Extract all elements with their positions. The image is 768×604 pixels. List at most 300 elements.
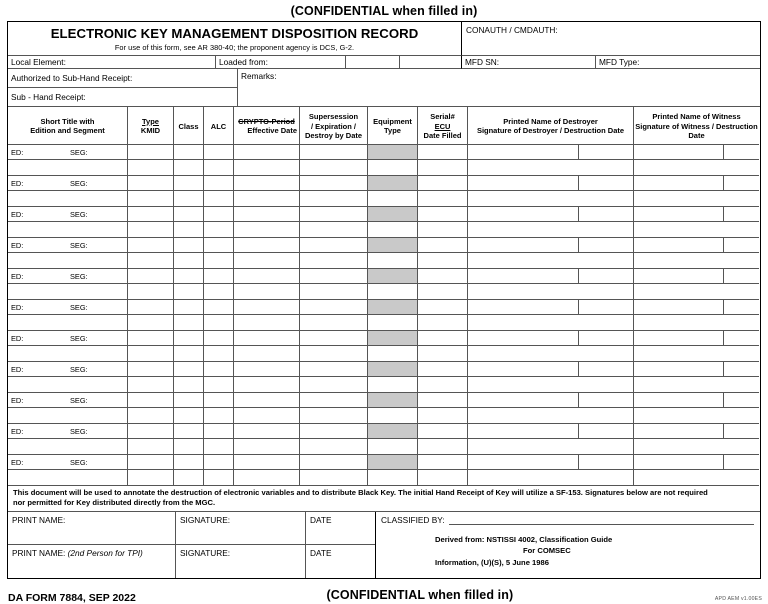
cell-class-line2[interactable]: [174, 315, 203, 331]
cell-class[interactable]: [174, 362, 204, 393]
cell-alc[interactable]: [204, 331, 234, 362]
cell-witness-line1[interactable]: [634, 331, 759, 347]
cell-destroyer[interactable]: [468, 424, 634, 455]
cell-crypto_period[interactable]: [234, 207, 300, 238]
cell-witness-line1[interactable]: [634, 145, 759, 161]
cell-witness-line2[interactable]: [634, 346, 759, 362]
cell-equipment_type-line1[interactable]: [368, 176, 417, 192]
cell-crypto_period-line1[interactable]: [234, 424, 299, 440]
cell-crypto_period-line1[interactable]: [234, 176, 299, 192]
cell-serial_ecu-line2[interactable]: [418, 284, 467, 300]
cell-supersession[interactable]: [300, 393, 368, 424]
cell-type_kmid[interactable]: [128, 238, 174, 269]
cell-serial_ecu-line2[interactable]: [418, 470, 467, 486]
cell-serial_ecu-line1[interactable]: [418, 331, 467, 347]
cell-witness-line1[interactable]: [634, 455, 759, 471]
cell-alc[interactable]: [204, 145, 234, 176]
cell-alc[interactable]: [204, 424, 234, 455]
cell-supersession-line2[interactable]: [300, 222, 367, 238]
cell-short_title[interactable]: [8, 455, 128, 486]
cell-equipment_type-line1[interactable]: [368, 455, 417, 471]
cell-type_kmid-line2[interactable]: [128, 253, 173, 269]
cell-crypto_period-line1[interactable]: [234, 269, 299, 285]
cell-equipment_type[interactable]: [368, 300, 418, 331]
cell-witness-line2[interactable]: [634, 470, 759, 486]
cell-crypto_period[interactable]: [234, 424, 300, 455]
cell-supersession-line1[interactable]: [300, 455, 367, 471]
cell-alc-line1[interactable]: [204, 362, 233, 378]
cell-type_kmid-line2[interactable]: [128, 160, 173, 176]
cell-short_title-line1[interactable]: [8, 424, 127, 440]
cell-crypto_period-line2[interactable]: [234, 284, 299, 300]
cell-equipment_type[interactable]: [368, 424, 418, 455]
loaded-from-field[interactable]: [216, 56, 346, 69]
cell-type_kmid-line2[interactable]: [128, 470, 173, 486]
cell-supersession-line2[interactable]: [300, 160, 367, 176]
cell-class-line2[interactable]: [174, 408, 203, 424]
cell-witness-line2[interactable]: [634, 408, 759, 424]
cell-class-line2[interactable]: [174, 439, 203, 455]
cell-class-line1[interactable]: [174, 207, 203, 223]
cell-serial_ecu[interactable]: [418, 393, 468, 424]
cell-equipment_type-line2[interactable]: [368, 470, 417, 486]
cell-destroyer-line1[interactable]: [468, 176, 633, 192]
cell-short_title[interactable]: [8, 176, 128, 207]
cell-witness[interactable]: [634, 362, 759, 393]
cell-destroyer-line2[interactable]: [468, 284, 633, 300]
cell-class-line1[interactable]: [174, 424, 203, 440]
cell-type_kmid-line1[interactable]: [128, 238, 173, 254]
cell-crypto_period[interactable]: [234, 145, 300, 176]
cell-witness-line1[interactable]: [634, 300, 759, 316]
cell-class-line2[interactable]: [174, 377, 203, 393]
cell-supersession[interactable]: [300, 424, 368, 455]
cell-crypto_period-line2[interactable]: [234, 408, 299, 424]
cell-crypto_period[interactable]: [234, 393, 300, 424]
cell-destroyer-line2[interactable]: [468, 408, 633, 424]
cell-witness-line1[interactable]: [634, 238, 759, 254]
cell-crypto_period-line2[interactable]: [234, 470, 299, 486]
cell-class[interactable]: [174, 269, 204, 300]
cell-destroyer-line2[interactable]: [468, 253, 633, 269]
cell-serial_ecu-line1[interactable]: [418, 300, 467, 316]
cell-supersession-line2[interactable]: [300, 377, 367, 393]
cell-supersession-line1[interactable]: [300, 269, 367, 285]
cell-serial_ecu[interactable]: [418, 424, 468, 455]
cell-equipment_type[interactable]: [368, 331, 418, 362]
cell-alc-line1[interactable]: [204, 455, 233, 471]
cell-witness-line1[interactable]: [634, 269, 759, 285]
cell-witness[interactable]: [634, 455, 759, 486]
cell-short_title-line1[interactable]: [8, 269, 127, 285]
cell-short_title-line1[interactable]: [8, 331, 127, 347]
mfd-sn-field[interactable]: [462, 56, 596, 69]
cell-class-line1[interactable]: [174, 362, 203, 378]
cell-destroyer-line1[interactable]: [468, 269, 633, 285]
cell-supersession[interactable]: [300, 238, 368, 269]
cell-serial_ecu-line1[interactable]: [418, 269, 467, 285]
cell-class-line2[interactable]: [174, 222, 203, 238]
signature-field-2[interactable]: [176, 545, 306, 578]
cell-short_title-line1[interactable]: [8, 238, 127, 254]
cell-supersession-line2[interactable]: [300, 315, 367, 331]
classified-by-input[interactable]: [449, 516, 754, 525]
cell-witness-line1[interactable]: [634, 424, 759, 440]
cell-short_title-line2[interactable]: [8, 191, 127, 207]
cell-class-line2[interactable]: [174, 346, 203, 362]
cell-serial_ecu-line2[interactable]: [418, 253, 467, 269]
cell-equipment_type-line1[interactable]: [368, 393, 417, 409]
cell-equipment_type[interactable]: [368, 207, 418, 238]
cell-crypto_period-line2[interactable]: [234, 346, 299, 362]
cell-class-line1[interactable]: [174, 176, 203, 192]
cell-short_title-line2[interactable]: [8, 222, 127, 238]
cell-type_kmid-line1[interactable]: [128, 269, 173, 285]
cell-alc-line2[interactable]: [204, 408, 233, 424]
cell-destroyer-line2[interactable]: [468, 160, 633, 176]
cell-type_kmid-line1[interactable]: [128, 455, 173, 471]
cell-serial_ecu-line1[interactable]: [418, 424, 467, 440]
cell-supersession-line1[interactable]: [300, 393, 367, 409]
cell-serial_ecu-line2[interactable]: [418, 160, 467, 176]
cell-short_title[interactable]: [8, 269, 128, 300]
cell-destroyer[interactable]: [468, 176, 634, 207]
cell-supersession[interactable]: [300, 207, 368, 238]
cell-destroyer-line1[interactable]: [468, 424, 633, 440]
cell-serial_ecu-line1[interactable]: [418, 176, 467, 192]
cell-alc-line2[interactable]: [204, 253, 233, 269]
cell-equipment_type-line1[interactable]: [368, 300, 417, 316]
cell-supersession-line2[interactable]: [300, 253, 367, 269]
cell-destroyer-line1[interactable]: [468, 455, 633, 471]
cell-equipment_type-line1[interactable]: [368, 207, 417, 223]
date-field-1[interactable]: [306, 512, 375, 544]
cell-destroyer[interactable]: [468, 207, 634, 238]
cell-destroyer[interactable]: [468, 300, 634, 331]
cell-destroyer-line1[interactable]: [468, 362, 633, 378]
cell-supersession-line2[interactable]: [300, 191, 367, 207]
cell-type_kmid-line2[interactable]: [128, 222, 173, 238]
cell-equipment_type-line2[interactable]: [368, 160, 417, 176]
cell-class-line2[interactable]: [174, 191, 203, 207]
cell-crypto_period-line2[interactable]: [234, 160, 299, 176]
cell-short_title-line2[interactable]: [8, 253, 127, 269]
cell-equipment_type-line2[interactable]: [368, 191, 417, 207]
cell-supersession-line1[interactable]: [300, 300, 367, 316]
cell-equipment_type[interactable]: [368, 393, 418, 424]
cell-short_title-line1[interactable]: [8, 455, 127, 471]
cell-serial_ecu[interactable]: [418, 362, 468, 393]
cell-supersession[interactable]: [300, 300, 368, 331]
cell-witness[interactable]: [634, 331, 759, 362]
cell-type_kmid-line2[interactable]: [128, 439, 173, 455]
cell-equipment_type[interactable]: [368, 269, 418, 300]
cell-type_kmid-line2[interactable]: [128, 315, 173, 331]
cell-equipment_type-line1[interactable]: [368, 145, 417, 161]
cell-destroyer-line2[interactable]: [468, 346, 633, 362]
cell-class-line2[interactable]: [174, 470, 203, 486]
cell-type_kmid[interactable]: [128, 176, 174, 207]
cell-short_title-line2[interactable]: [8, 284, 127, 300]
cell-witness-line2[interactable]: [634, 284, 759, 300]
cell-short_title-line2[interactable]: [8, 439, 127, 455]
cell-destroyer-line2[interactable]: [468, 439, 633, 455]
cell-type_kmid[interactable]: [128, 269, 174, 300]
cell-crypto_period[interactable]: [234, 331, 300, 362]
cell-alc-line2[interactable]: [204, 160, 233, 176]
cell-class[interactable]: [174, 176, 204, 207]
cell-serial_ecu[interactable]: [418, 145, 468, 176]
cell-short_title[interactable]: [8, 393, 128, 424]
cell-supersession-line1[interactable]: [300, 207, 367, 223]
cell-short_title[interactable]: [8, 362, 128, 393]
cell-type_kmid-line1[interactable]: [128, 145, 173, 161]
cell-alc-line1[interactable]: [204, 176, 233, 192]
cell-crypto_period[interactable]: [234, 269, 300, 300]
cell-destroyer-line1[interactable]: [468, 393, 633, 409]
cell-destroyer-line2[interactable]: [468, 222, 633, 238]
cell-destroyer-line1[interactable]: [468, 207, 633, 223]
cell-witness-line2[interactable]: [634, 191, 759, 207]
cell-short_title-line1[interactable]: [8, 300, 127, 316]
cell-supersession[interactable]: [300, 331, 368, 362]
cell-alc-line1[interactable]: [204, 207, 233, 223]
cell-serial_ecu[interactable]: [418, 238, 468, 269]
cell-class-line1[interactable]: [174, 393, 203, 409]
cell-serial_ecu[interactable]: [418, 176, 468, 207]
cell-type_kmid-line1[interactable]: [128, 424, 173, 440]
cell-serial_ecu-line1[interactable]: [418, 145, 467, 161]
cell-destroyer[interactable]: [468, 331, 634, 362]
cell-serial_ecu-line2[interactable]: [418, 439, 467, 455]
cell-equipment_type[interactable]: [368, 238, 418, 269]
cell-class-line1[interactable]: [174, 269, 203, 285]
cell-type_kmid-line2[interactable]: [128, 191, 173, 207]
cell-equipment_type[interactable]: [368, 176, 418, 207]
cell-crypto_period-line2[interactable]: [234, 439, 299, 455]
cell-type_kmid-line2[interactable]: [128, 346, 173, 362]
cell-crypto_period-line1[interactable]: [234, 207, 299, 223]
cell-alc-line2[interactable]: [204, 222, 233, 238]
cell-serial_ecu-line1[interactable]: [418, 238, 467, 254]
cell-witness-line2[interactable]: [634, 377, 759, 393]
cell-witness-line2[interactable]: [634, 160, 759, 176]
cell-alc[interactable]: [204, 455, 234, 486]
cell-crypto_period-line1[interactable]: [234, 238, 299, 254]
cell-alc[interactable]: [204, 393, 234, 424]
cell-witness-line2[interactable]: [634, 253, 759, 269]
cell-type_kmid-line2[interactable]: [128, 284, 173, 300]
cell-short_title[interactable]: [8, 331, 128, 362]
cell-short_title-line2[interactable]: [8, 377, 127, 393]
cell-equipment_type-line2[interactable]: [368, 439, 417, 455]
cell-alc-line2[interactable]: [204, 284, 233, 300]
cell-supersession-line2[interactable]: [300, 439, 367, 455]
cell-crypto_period-line2[interactable]: [234, 315, 299, 331]
cell-alc-line2[interactable]: [204, 346, 233, 362]
print-name-field-2[interactable]: [8, 545, 176, 578]
cell-equipment_type-line1[interactable]: [368, 362, 417, 378]
print-name-field-1[interactable]: [8, 512, 176, 544]
cell-equipment_type-line2[interactable]: [368, 377, 417, 393]
cell-class-line1[interactable]: [174, 238, 203, 254]
cell-equipment_type-line1[interactable]: [368, 269, 417, 285]
cell-serial_ecu-line2[interactable]: [418, 191, 467, 207]
cell-witness[interactable]: [634, 300, 759, 331]
cell-witness[interactable]: [634, 424, 759, 455]
conauth-cmdauth-field[interactable]: [462, 22, 760, 56]
cell-short_title[interactable]: [8, 207, 128, 238]
cell-equipment_type[interactable]: [368, 455, 418, 486]
cell-witness[interactable]: [634, 238, 759, 269]
cell-serial_ecu-line2[interactable]: [418, 222, 467, 238]
cell-short_title-line2[interactable]: [8, 408, 127, 424]
cell-class-line2[interactable]: [174, 284, 203, 300]
cell-short_title-line2[interactable]: [8, 160, 127, 176]
cell-alc-line2[interactable]: [204, 377, 233, 393]
cell-serial_ecu-line2[interactable]: [418, 315, 467, 331]
cell-supersession[interactable]: [300, 455, 368, 486]
cell-crypto_period[interactable]: [234, 176, 300, 207]
cell-destroyer[interactable]: [468, 269, 634, 300]
cell-class[interactable]: [174, 300, 204, 331]
cell-serial_ecu-line2[interactable]: [418, 346, 467, 362]
cell-serial_ecu[interactable]: [418, 207, 468, 238]
cell-equipment_type-line2[interactable]: [368, 408, 417, 424]
cell-witness[interactable]: [634, 145, 759, 176]
cell-type_kmid[interactable]: [128, 424, 174, 455]
cell-crypto_period-line1[interactable]: [234, 455, 299, 471]
cell-witness-line2[interactable]: [634, 439, 759, 455]
cell-crypto_period-line1[interactable]: [234, 145, 299, 161]
cell-destroyer-line1[interactable]: [468, 238, 633, 254]
cell-supersession-line2[interactable]: [300, 346, 367, 362]
cell-crypto_period-line2[interactable]: [234, 253, 299, 269]
cell-class[interactable]: [174, 424, 204, 455]
cell-serial_ecu-line2[interactable]: [418, 408, 467, 424]
cell-equipment_type[interactable]: [368, 362, 418, 393]
cell-short_title-line1[interactable]: [8, 207, 127, 223]
cell-equipment_type-line1[interactable]: [368, 238, 417, 254]
cell-serial_ecu[interactable]: [418, 455, 468, 486]
cell-short_title[interactable]: [8, 238, 128, 269]
cell-witness[interactable]: [634, 269, 759, 300]
cell-serial_ecu-line1[interactable]: [418, 207, 467, 223]
cell-short_title-line1[interactable]: [8, 176, 127, 192]
cell-alc-line1[interactable]: [204, 269, 233, 285]
cell-alc[interactable]: [204, 300, 234, 331]
cell-supersession-line1[interactable]: [300, 362, 367, 378]
cell-witness-line1[interactable]: [634, 207, 759, 223]
cell-short_title-line2[interactable]: [8, 315, 127, 331]
cell-equipment_type-line2[interactable]: [368, 315, 417, 331]
authorized-sub-hand-receipt-field[interactable]: [8, 69, 237, 88]
cell-alc[interactable]: [204, 176, 234, 207]
cell-supersession[interactable]: [300, 362, 368, 393]
cell-crypto_period-line2[interactable]: [234, 191, 299, 207]
cell-supersession-line1[interactable]: [300, 331, 367, 347]
cell-alc-line1[interactable]: [204, 238, 233, 254]
cell-witness-line1[interactable]: [634, 176, 759, 192]
cell-type_kmid-line1[interactable]: [128, 300, 173, 316]
cell-alc-line2[interactable]: [204, 191, 233, 207]
cell-crypto_period[interactable]: [234, 362, 300, 393]
cell-supersession[interactable]: [300, 176, 368, 207]
cell-alc[interactable]: [204, 207, 234, 238]
cell-class[interactable]: [174, 455, 204, 486]
cell-class[interactable]: [174, 207, 204, 238]
cell-short_title-line1[interactable]: [8, 393, 127, 409]
cell-short_title[interactable]: [8, 300, 128, 331]
cell-crypto_period-line1[interactable]: [234, 362, 299, 378]
cell-witness[interactable]: [634, 393, 759, 424]
cell-destroyer[interactable]: [468, 362, 634, 393]
cell-serial_ecu-line1[interactable]: [418, 393, 467, 409]
cell-supersession[interactable]: [300, 145, 368, 176]
cell-serial_ecu-line2[interactable]: [418, 377, 467, 393]
cell-destroyer-line1[interactable]: [468, 331, 633, 347]
cell-alc[interactable]: [204, 269, 234, 300]
cell-destroyer[interactable]: [468, 145, 634, 176]
cell-supersession-line1[interactable]: [300, 145, 367, 161]
cell-destroyer-line2[interactable]: [468, 377, 633, 393]
cell-type_kmid[interactable]: [128, 393, 174, 424]
cell-serial_ecu-line1[interactable]: [418, 362, 467, 378]
cell-destroyer-line2[interactable]: [468, 470, 633, 486]
cell-crypto_period-line1[interactable]: [234, 393, 299, 409]
local-element-field[interactable]: [8, 56, 216, 69]
cell-type_kmid[interactable]: [128, 331, 174, 362]
cell-witness-line1[interactable]: [634, 393, 759, 409]
cell-crypto_period-line2[interactable]: [234, 377, 299, 393]
cell-type_kmid-line1[interactable]: [128, 362, 173, 378]
cell-serial_ecu[interactable]: [418, 300, 468, 331]
cell-serial_ecu[interactable]: [418, 331, 468, 362]
cell-alc[interactable]: [204, 362, 234, 393]
cell-destroyer[interactable]: [468, 238, 634, 269]
cell-witness-line1[interactable]: [634, 362, 759, 378]
cell-supersession[interactable]: [300, 269, 368, 300]
cell-short_title[interactable]: [8, 145, 128, 176]
cell-type_kmid[interactable]: [128, 207, 174, 238]
cell-serial_ecu[interactable]: [418, 269, 468, 300]
cell-type_kmid-line2[interactable]: [128, 377, 173, 393]
cell-class-line1[interactable]: [174, 300, 203, 316]
cell-witness-line2[interactable]: [634, 315, 759, 331]
cell-class-line1[interactable]: [174, 455, 203, 471]
cell-destroyer[interactable]: [468, 393, 634, 424]
cell-alc-line1[interactable]: [204, 300, 233, 316]
cell-type_kmid-line2[interactable]: [128, 408, 173, 424]
cell-equipment_type-line1[interactable]: [368, 331, 417, 347]
cell-type_kmid[interactable]: [128, 145, 174, 176]
cell-class[interactable]: [174, 238, 204, 269]
cell-alc-line1[interactable]: [204, 393, 233, 409]
loaded-from-blank-2[interactable]: [400, 56, 462, 69]
cell-short_title-line2[interactable]: [8, 470, 127, 486]
cell-witness[interactable]: [634, 176, 759, 207]
mfd-type-field[interactable]: [596, 56, 760, 69]
cell-serial_ecu-line1[interactable]: [418, 455, 467, 471]
cell-type_kmid[interactable]: [128, 300, 174, 331]
cell-equipment_type-line2[interactable]: [368, 253, 417, 269]
cell-crypto_period[interactable]: [234, 300, 300, 331]
cell-type_kmid-line1[interactable]: [128, 331, 173, 347]
cell-equipment_type-line2[interactable]: [368, 222, 417, 238]
cell-alc-line1[interactable]: [204, 424, 233, 440]
loaded-from-blank-1[interactable]: [346, 56, 400, 69]
cell-class[interactable]: [174, 393, 204, 424]
